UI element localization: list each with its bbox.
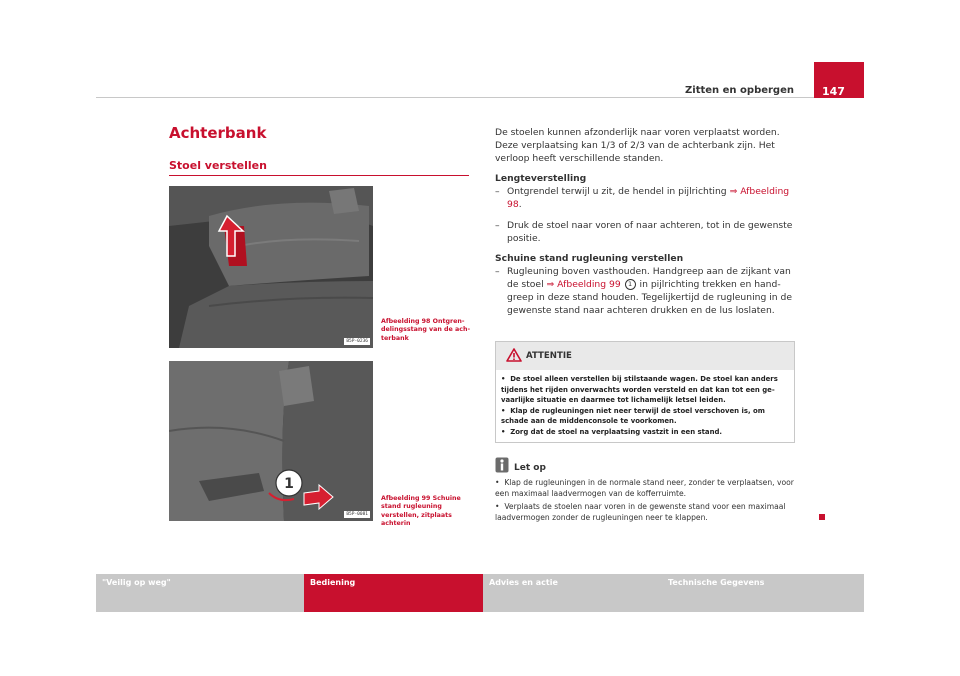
section-title: Achterbank xyxy=(169,124,267,142)
note-item: • Klap de rugleuningen in de normale stand neer, zonder te verplaatsen, voor een maximaal laadvermogen van de kofferruimte. xyxy=(495,478,794,498)
warning-icon xyxy=(506,348,522,362)
chapter-title: Zitten en opbergen xyxy=(685,85,794,96)
warning-item: • Zorg dat de stoel na verplaatsing vastzit in een stand. xyxy=(501,427,723,436)
backrest-illustration xyxy=(169,361,373,521)
warning-item: • Klap de rugleuningen niet neer terwijl de stoel verschoven is, om schade aan de middenconsole te voorkomen. xyxy=(501,406,765,426)
callout-1: 1 xyxy=(625,279,636,290)
note-label: Let op xyxy=(514,463,546,473)
figure-code: B5P-0081 xyxy=(346,512,368,517)
page-number: 147 xyxy=(814,62,864,98)
figure-callout: 1 xyxy=(284,476,294,492)
body-text xyxy=(495,126,795,324)
figure-98-caption: Afbeelding 98 Ontgrendelingsstang van de achterbank xyxy=(381,318,471,342)
note-item: • Verplaats de stoelen naar voren in de gewenste stand voor een maximaal laadvermogen zonder de rugleuningen neer te klappen. xyxy=(495,502,786,522)
figure-98-link[interactable]: ⇒ Afbeelding 98 xyxy=(507,186,790,211)
figure-code: B5P-0236 xyxy=(346,339,368,344)
section-subtitle: Stoel verstellen xyxy=(169,159,469,176)
footer-tab-bediening[interactable]: Bediening xyxy=(304,574,483,612)
figure-98 xyxy=(169,186,373,348)
footer-tab-technische[interactable]: Technische Gegevens xyxy=(662,574,864,612)
header-rule xyxy=(96,97,864,98)
figure-99 xyxy=(169,361,373,521)
intro-paragraph: De stoelen kunnen afzonderlijk naar voren verplaatst worden. Deze verplaatsing kan 1/3 of 2/3 van de achterbank zijn. Het verloop heeft verschillende standen. xyxy=(495,127,780,165)
note-box xyxy=(495,455,795,526)
section-end-marker xyxy=(819,514,825,520)
subheading-backrest: Schuine stand rugleuning verstellen xyxy=(495,252,684,264)
info-icon xyxy=(495,457,509,473)
step-slide: – Druk de stoel naar voren of naar achteren, tot in de gewenste positie. xyxy=(495,219,793,244)
footer-tab-veilig[interactable]: "Veilig op weg" xyxy=(96,574,304,612)
figure-99-caption: Afbeelding 99 Schuine stand rugleuning verstellen, zitplaats achterin xyxy=(381,495,461,527)
figure-99-link[interactable]: ⇒ Afbeelding 99 xyxy=(546,278,621,290)
seat-lever-illustration xyxy=(169,186,373,348)
subheading-length: Lengteverstelling xyxy=(495,173,587,185)
footer-tab-advies[interactable]: Advies en actie xyxy=(483,574,662,612)
warning-box xyxy=(495,341,795,443)
warning-label: ATTENTIE xyxy=(526,351,572,361)
warning-item: • De stoel alleen verstellen bij stilstaande wagen. De stoel kan anders tijdens het rijden onverwachts worden versteld en dat kan tot een gevaarlijke situatie en daarmee tot lichamelijk letsel leiden. xyxy=(501,375,778,405)
step-backrest: – Rugleuning boven vasthouden. Handgreep aan de zijkant van de stoel ⇒ Afbeelding 99 1 in pijlrichting trekken en handgreep in deze stand houden. Tegelijkertijd de rugleuning in de gewenste stand naar achteren drukken en de lus loslaten. xyxy=(495,265,792,317)
step-unlock: – Ontgrendel terwijl u zit, de hendel in pijlrichting ⇒ Afbeelding 98. xyxy=(495,186,790,211)
